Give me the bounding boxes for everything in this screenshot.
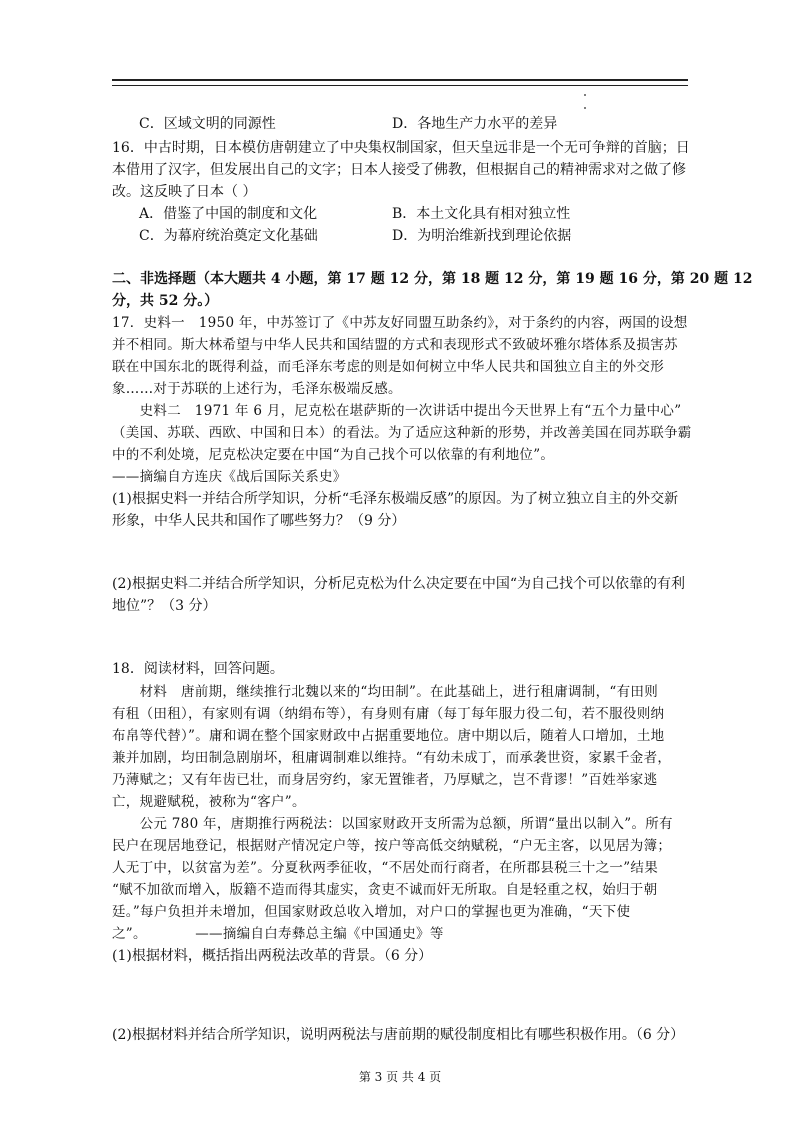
q17-sub2: 地位”？（3 分） — [112, 598, 217, 614]
q16-option-d: D．为明治维新找到理论依据 — [392, 228, 572, 244]
q18-material-line: 布帛等代替）”。庸和调在整个国家财政中占据重要地位。唐中期以后，随着人口增加，土地 — [112, 728, 665, 744]
q17-material-line: 联在中国东北的既得利益，而毛泽东考虑的则是如何树立中华人民共和国独立自主的外交形 — [112, 359, 664, 375]
page-footer: 第 3 页 共 4 页 — [358, 1070, 442, 1084]
q18-material-line: 材料 唐前期，继续推行北魏以来的“均田制”。在此基础上，进行租庸调制，“有田则 — [112, 684, 659, 700]
scan-mark — [584, 107, 586, 109]
q18-sub1: (1)根据材料，概括指出两税法改革的背景。（6 分） — [112, 948, 433, 964]
section-heading: 二、非选择题（本大题共 4 小题，第 17 题 12 分，第 18 题 12 分，第 19 题 16 分，第 20 题 12 — [112, 271, 753, 287]
q18-material-line: “赋不加欲而增入，版籍不造而得其虚实，贪吏不诚而奸无所取。自是轻重之权，始归于朝 — [112, 882, 658, 898]
scan-mark — [584, 94, 586, 96]
q17-material-line: （美国、苏联、西欧、中国和日本）的看法。为了适应这种新的形势，并改善美国在同苏联争霸 — [112, 425, 692, 441]
q17-sub2: (2)根据史料二并结合所学知识，分析尼克松为什么决定要在中国“为自己找个可以依靠的有利 — [112, 576, 685, 592]
section-heading: 分，共 52 分。） — [112, 293, 219, 309]
q17-material-line: 象……对于苏联的上述行为，毛泽东极端反感。 — [112, 381, 402, 397]
q17-material-line: 中的不利处境，尼克松决定要在中国“为自己找个可以依靠的有利地位”。 — [112, 447, 555, 463]
q16-stem-line: 本借用了汉字，但发展出自己的文字；日本人接受了佛教，但根据自己的精神需求对之做了修 — [112, 162, 686, 178]
q16-option-c: C．为幕府统治奠定文化基础 — [139, 228, 318, 244]
q18-material-line: 有租（田租），有家则有调（纳绢布等），有身则有庸（每丁每年服力役二旬，若不服役则纳 — [112, 706, 665, 722]
q16-option-a: A．借鉴了中国的制度和文化 — [139, 206, 318, 222]
q18-material-line: 公元 780 年，唐期推行两税法：以国家财政开支所需为总额，所谓“量出以制入”。所有 — [112, 816, 673, 832]
q18-material-line: 兼并加剧，均田制急剧崩坏，租庸调制难以维持。“有幼未成丁，而承袭世资，家累千金者， — [112, 750, 672, 766]
q18-material-line: 廷。”每户负担并未增加，但国家财政总收入增加，对户口的掌握也更为准确，“天下使 — [112, 904, 631, 920]
q16-stem-line: 16．中古时期，日本模仿唐朝建立了中央集权制国家，但天皇远非是一个无可争辩的首脑；日 — [112, 140, 690, 156]
q18-material-line: 亡，规避赋税，被称为“客户”。 — [112, 794, 306, 810]
q17-material-line: 并不相同。斯大林希望与中华人民共和国结盟的方式和表现形式不致破坏雅尔塔体系及损害苏 — [112, 337, 678, 353]
q16-stem-line: 改。这反映了日本（ ） — [112, 184, 257, 200]
q18-material-line: 人无丁中，以贫富为差”。分夏秋两季征收，“不居处而行商者，在所郡县税三十之一”结果 — [112, 860, 659, 876]
q16-option-b: B．本土文化具有相对独立性 — [392, 206, 571, 222]
q18-material-line: 之”。 ——摘编自白寿彝总主编《中国通史》等 — [112, 926, 444, 942]
header-rule-bottom — [112, 85, 688, 86]
q18-material-line: 民户在现居地登记，根据财产情况定户等，按户等高低交纳赋税，“户无主客，以见居为簿； — [112, 838, 672, 854]
q17-sub1: (1)根据史料一并结合所学知识，分析“毛泽东极端反感”的原因。为了树立独立自主的外交新 — [112, 491, 679, 507]
q17-sub1: 形象，中华人民共和国作了哪些努力？（9 分） — [112, 513, 406, 529]
q17-material-line: 17．史料一 1950 年，中苏签订了《中苏友好同盟互助条约》，对于条约的内容，两国的设想 — [112, 315, 688, 331]
q18-material-line: 乃薄赋之；又有年齿已壮，而身居穷约，家无置锥者，乃厚赋之，岂不背谬！”百姓举家逃 — [112, 772, 658, 788]
header-rule-top — [112, 79, 688, 81]
q18-sub2: (2)根据材料并结合所学知识，说明两税法与唐前期的赋役制度相比有哪些积极作用。（6 分） — [112, 1027, 685, 1043]
q15-option-c: C．区域文明的同源性 — [139, 116, 276, 132]
q15-option-d: D．各地生产力水平的差异 — [392, 116, 558, 132]
q17-material-line: 史料二 1971 年 6 月，尼克松在堪萨斯的一次讲话中提出今天世界上有“五个力量中心” — [112, 403, 682, 419]
q18-intro: 18．阅读材料，回答问题。 — [112, 661, 284, 677]
q17-source: ——摘编自方连庆《战后国际关系史》 — [112, 469, 347, 485]
